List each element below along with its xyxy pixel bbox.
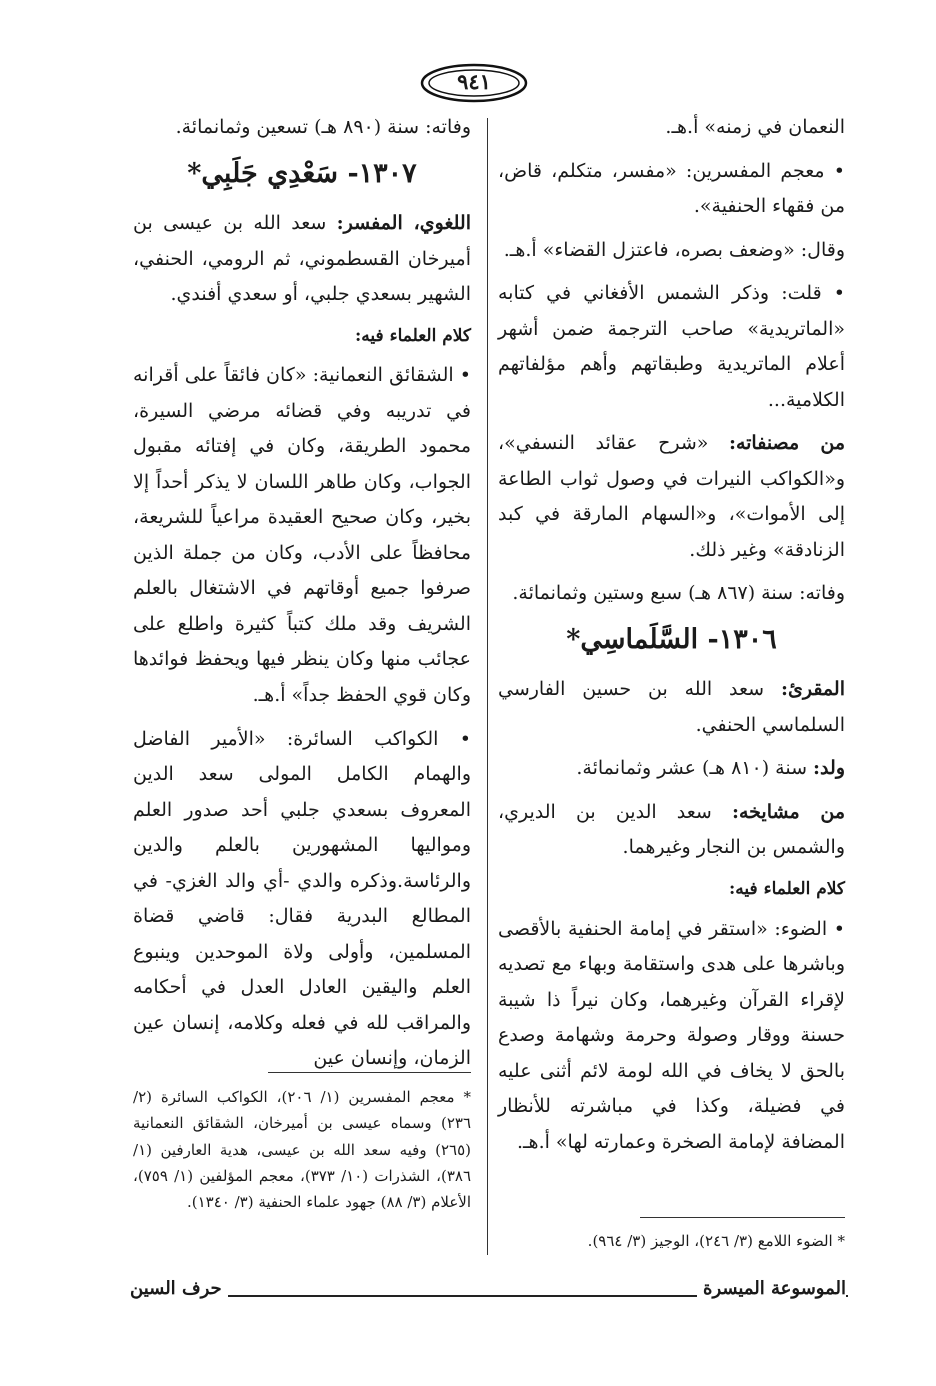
section-heading: كلام العلماء فيه: [729, 878, 845, 899]
right-column [498, 110, 845, 1168]
paragraph [498, 751, 845, 787]
entry-title: ١٣٠٦- السَّلَماسِي* [566, 623, 777, 655]
paragraph: • الضوء: «استقر في إمامة الحنفية بالأقصى وباشرها على هدى واستقامة وبهاء مع تصديه لإقراء القرآن وغيرهما، وكان نيراً ذا شيبة حسنة ووقار وصولة وحرمة وشهامة وصدع بالحق لا يخاف في الله لومة لائم أثنى عليه في فضيلة، وكذا في مباشرته للأنظار المضافة لإمامة الصخرة وعمارته لها» أ.هـ. [498, 917, 845, 1153]
paragraph [498, 426, 845, 568]
text: «شرح عقائد النسفي»، و«الكواكب النيرات في وصول ثواب الطاعة إلى الأموات»، و«السهام المارقة في كبد الزنادقة» وغير ذلك. [498, 432, 845, 561]
page-number: ٩٤١ [457, 69, 491, 94]
paragraph: • قلت: وذكر الشمس الأفغاني في كتابه «الماتريدية» صاحب الترجمة ضمن أشهر أعلام الماتريدية وطبقاتهم وأهم مؤلفاتهم الكلامية... [498, 282, 845, 411]
paragraph: النعمان في زمنه» أ.هـ. [665, 116, 845, 138]
text: سعد الله بن حسين الفارسي السلماسي الحنفي. [498, 678, 845, 736]
paragraph: وقال: «وضعف بصره، فاعتزل القضاء» أ.هـ. [503, 238, 845, 261]
column-divider [487, 118, 488, 1255]
paragraph: • معجم المفسرين: «مفسر، متكلم، قاض، من فقهاء الحنفية». [498, 159, 845, 218]
paragraph [133, 206, 471, 313]
section-heading: كلام العلماء فيه: [355, 325, 471, 346]
text: سعد الله بن عيسى بن أميرخان القسطموني، ثم الرومي، الحنفي، الشهير بسعدي جلبي، أو سعدي أفندي. [133, 212, 471, 306]
paragraph: وفاته: سنة (٨٦٧ هـ) سبع وستين وثمانمائة. [512, 582, 845, 605]
label: من مصنفاته: [728, 432, 845, 455]
page-number-ornament [418, 60, 530, 106]
label: المقرئ: [780, 678, 845, 701]
paragraph: • الكواكب السائرة: «الأمير الفاضل والهمام الكامل المولى سعد الدين المعروف بسعدي جلبي أحد صدور العلم ومواليها المشهورين بالعلم والدين والرئاسة.وذكره والدي -أي والد الغزي- في المطالع البدرية فقال: قاضي قضاة المسلمين، وأولى ولاة الموحدين وينبوع العلم واليقين العادل العدل في أحكامه والمراقب لله في فعله وكلامه، إنسان عين الزمان، وإنسان عين [133, 727, 471, 1070]
left-column [133, 110, 471, 1085]
paragraph [498, 672, 845, 743]
label: اللغوي، المفسر: [336, 212, 471, 235]
paragraph: • الشقائق النعمانية: «كان فائقاً على أقرانه في تدريبه وفي قضائه مرضي السيرة، محمود الطريقة، وكان في إفتائه مقبول الجواب، وكان طاهر اللسان لا يذكر أحداً إلا بخير، وكان صحيح العقيدة مراعياً للشريعة، محافظاً على الأدب، وكان من جملة الذين صرفوا جميع أوقاتهم في الاشتغال بالعلم الشريف وقد ملك كتباً كثيرة واطلع على عجائب منها وكان ينظر فيها ويحفظ فوائدها وكان قوي الحفظ جداً» أ.هـ. [133, 364, 471, 706]
footnote-rule [640, 1217, 845, 1218]
footnote-rule [268, 1072, 471, 1073]
text: سعد الدين بن الديري، والشمس بن النجار وغيرهما. [498, 800, 845, 859]
paragraph [498, 795, 845, 866]
footer-book-title: الموسوعة الميسرة [697, 1278, 846, 1299]
footnote: * الضوء اللامع (٣/ ٢٤٦)، الوجيز (٣/ ٩٦٤). [587, 1232, 845, 1250]
footnote: * معجم المفسرين (١/ ٢٠٦)، الكواكب السائرة (٢/ ٢٣٦) وسماه عيسى بن أميرخان، الشقائق النعمانية (٢٦٥) وفيه سعد الله بن عيسى، هدية العارفين (١/ ٣٨٦)، الشذرات (١٠/ ٣٧٣)، معجم المؤلفين (١/ ٧٥٩)، الأعلام (٣/ ٨٨) جهود علماء الحنفية (٣/ ١٣٤٠). [133, 1088, 471, 1211]
paragraph: وفاته: سنة (٨٩٠ هـ) تسعين وثمانمائة. [175, 116, 471, 138]
text: سنة (٨١٠ هـ) عشر وثمانمائة. [576, 757, 814, 780]
footer-section-title: حرف السين [130, 1278, 228, 1299]
entry-title: ١٣٠٧- سَعْدِي جَلَبِي* [187, 157, 417, 189]
label: ولد: [813, 757, 845, 780]
label: من مشايخه: [731, 800, 845, 823]
